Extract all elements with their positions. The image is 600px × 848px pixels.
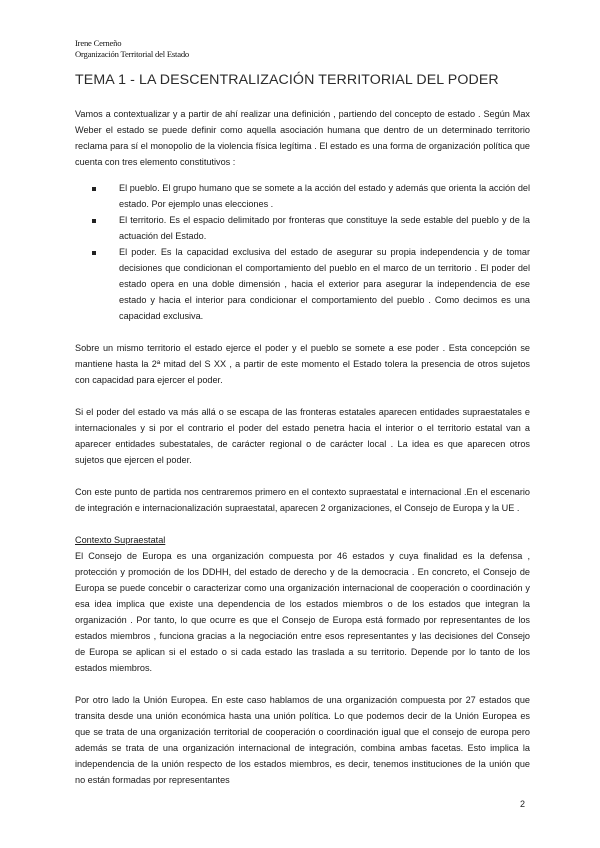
document-body bbox=[75, 106, 530, 788]
paragraph-6: Por otro lado la Unión Europea. En este caso hablamos de una organización compuesta por 27 estados que transita desde una unión económica hasta una unión política. Lo que podemos decir de la Unión Europea es que se trata de una organización territorial de cooperación o coordinación igual que el consejo de europa pero además se trata de una organización internacional de integración, combina ambas facetas. Esto implica la independencia de la unión respecto de los estados miembros, es decir, tenemos instituciones de la unión que no están formadas por representantes bbox=[75, 695, 530, 785]
bullet-icon bbox=[92, 187, 96, 191]
list-item bbox=[119, 244, 530, 324]
list-item-text: El territorio. Es el espacio delimitado por fronteras que constituye la sede estable del pueblo y de la actuación del Estado. bbox=[119, 215, 530, 241]
constitutive-elements-list bbox=[75, 180, 530, 324]
paragraph-5: El Consejo de Europa es una organización compuesta por 46 estados y cuya finalidad es la defensa , protección y promoción de los DDHH, del estado de derecho y de la democracia . En concreto, el Consejo de Europa se puede concebir o caracterizar como una organización internacional de cooperación o coordinación y esa idea implica que existe una dependencia de los estados miembros o de los estados que integran la organización . Por tanto, lo que ocurre es que el Consejo de Europa está formado por representantes de los estados miembros , funciona gracias a la negociación entre esos representantes y las decisiones del Consejo de Europa se aplican si el estado o si cada estado las traslada a su territorio. Depende por lo tanto de los estados miembros. bbox=[75, 551, 530, 673]
header-author: Irene Cerneño bbox=[75, 38, 122, 48]
intro-paragraph: Vamos a contextualizar y a partir de ahí realizar una definición , partiendo del concepto de estado . Según Max Weber el estado se puede definir como aquella asociación humana que dentro de un determinado territorio reclama para sí el monopolio de la violencia física legítima . El estado es una forma de organización política que cuenta con tres elemento constitutivos : bbox=[75, 109, 530, 167]
page-number: 2 bbox=[520, 799, 526, 809]
list-item bbox=[119, 180, 530, 212]
bullet-icon bbox=[92, 251, 96, 255]
list-item-text: El pueblo. El grupo humano que se somete a la acción del estado y además que orienta la acción del estado. Por ejemplo unas elecciones . bbox=[119, 183, 530, 209]
page-header bbox=[75, 38, 189, 59]
list-item-text: El poder. Es la capacidad exclusiva del estado de asegurar su propia independencia y de tomar decisiones que condicionan el comportamiento del pueblo en el marco de un territorio . El poder del estado opera en una doble dimensión , hacia el exterior para asegurar la independencia de ese estado y hacia el interior para condicionar el comportamiento del pueblo . Como decimos es una capacidad exclusiva. bbox=[119, 247, 530, 321]
paragraph-2: Sobre un mismo territorio el estado ejerce el poder y el pueblo se somete a ese poder . Esta concepción se mantiene hasta la 2ª mitad del S XX , a partir de este momento el Estado tolera la presencia de otros sujetos con capacidad para ejercer el poder. bbox=[75, 343, 530, 385]
paragraph-4: Con este punto de partida nos centraremos primero en el contexto supraestatal e internacional .En el escenario de integración e internacionalización supraestatal, aparecen 2 organizaciones, el Consejo de Europa y la UE . bbox=[75, 487, 530, 513]
paragraph-3: Si el poder del estado va más allá o se escapa de las fronteras estatales aparecen entidades supraestatales e internacionales y si por el contrario el poder del estado penetra hacia el interior o el territorio estatal van a aparecer entidades subestatales, de carácter regional o de carácter local . La idea es que aparecen otros sujetos que ejercen el poder. bbox=[75, 407, 530, 465]
bullet-icon bbox=[92, 219, 96, 223]
header-subject: Organización Territorial del Estado bbox=[75, 48, 190, 59]
list-item bbox=[119, 212, 530, 244]
document-title: TEMA 1 - LA DESCENTRALIZACIÓN TERRITORIAL DEL PODER bbox=[75, 72, 499, 88]
section-subheading: Contexto Supraestatal bbox=[75, 535, 166, 545]
